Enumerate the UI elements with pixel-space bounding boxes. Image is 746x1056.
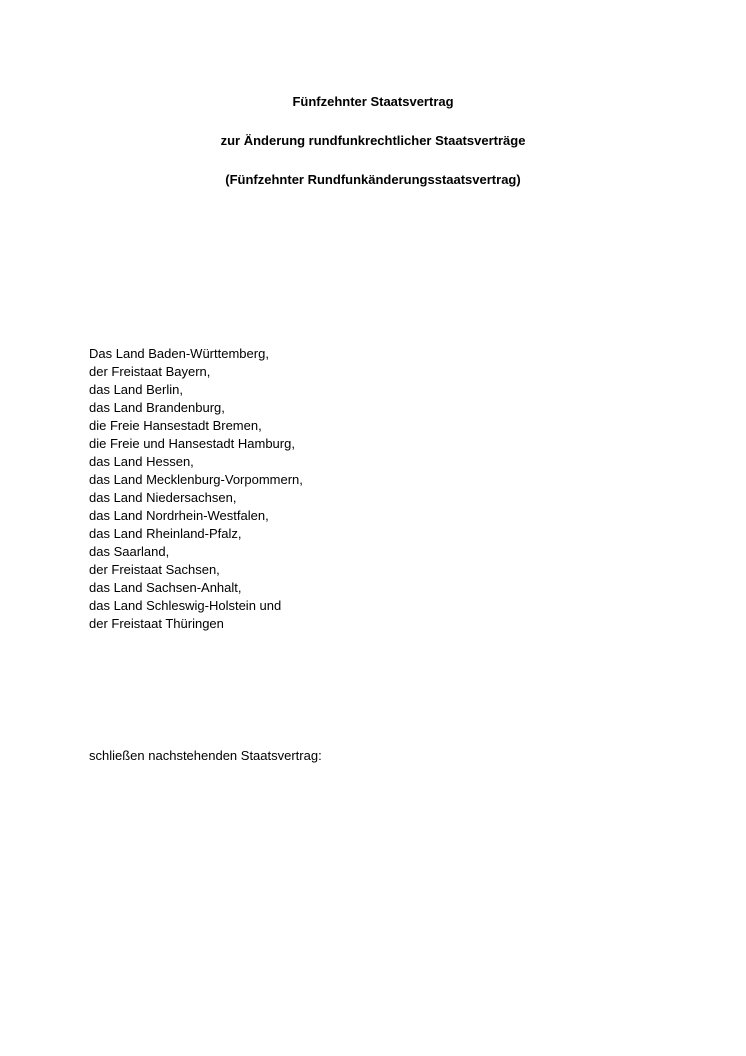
document-title: Fünfzehnter Staatsvertrag	[292, 94, 454, 109]
party-item: das Land Niedersachsen,	[89, 490, 237, 505]
party-list	[89, 345, 303, 633]
closing-sentence: schließen nachstehenden Staatsvertrag:	[89, 748, 322, 763]
party-item: das Land Hessen,	[89, 454, 194, 469]
party-item: das Land Schleswig-Holstein und	[89, 598, 282, 613]
party-item: das Land Berlin,	[89, 382, 183, 397]
party-item: das Land Mecklenburg-Vorpommern,	[89, 472, 303, 487]
party-item: die Freie Hansestadt Bremen,	[89, 418, 262, 433]
document-short-title: (Fünfzehnter Rundfunkänderungsstaatsvertrag)	[225, 172, 521, 187]
party-item: das Land Sachsen-Anhalt,	[89, 580, 242, 595]
party-item: das Saarland,	[89, 544, 170, 559]
document-subtitle: zur Änderung rundfunkrechtlicher Staatsverträge	[220, 133, 526, 148]
party-item: Das Land Baden-Württemberg,	[89, 346, 269, 361]
party-item: das Land Nordrhein-Westfalen,	[89, 508, 269, 523]
party-item: der Freistaat Sachsen,	[89, 562, 220, 577]
party-item: der Freistaat Thüringen	[89, 616, 224, 631]
party-item: die Freie und Hansestadt Hamburg,	[89, 436, 295, 451]
party-item: das Land Brandenburg,	[89, 400, 225, 415]
party-item: das Land Rheinland-Pfalz,	[89, 526, 242, 541]
party-item: der Freistaat Bayern,	[89, 364, 211, 379]
